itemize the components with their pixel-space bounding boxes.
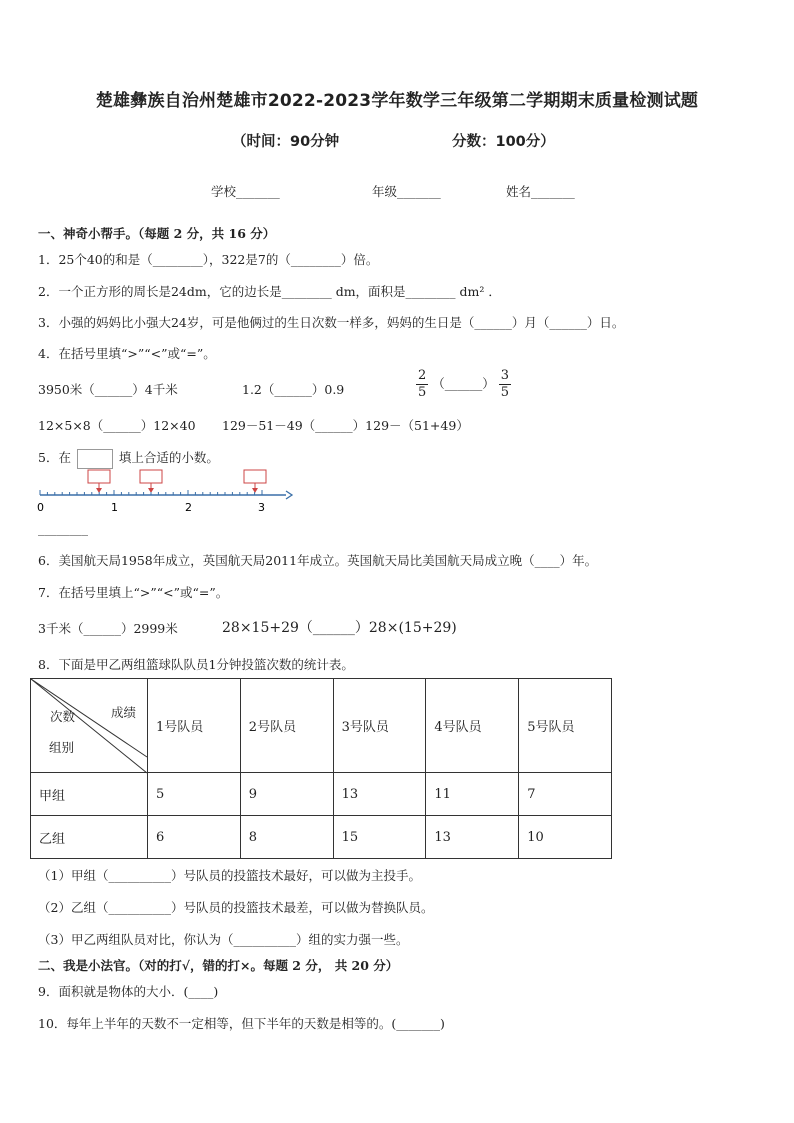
table-header-cell: 2号队员 <box>240 679 333 773</box>
question-4-e: 129－51－49（______）129－（51+49） <box>222 418 469 433</box>
name-field[interactable]: 姓名_______ <box>506 184 575 199</box>
fraction-numerator: 2 <box>418 368 427 383</box>
question-4-c <box>416 368 511 401</box>
section-1-heading: 一、神奇小帮手。（每题 2 分，共 16 分） <box>38 226 276 241</box>
fraction-denominator: 5 <box>500 385 510 400</box>
question-7-a: 3千米（______）2999米 <box>38 621 178 636</box>
number-line <box>30 466 300 516</box>
number-line-label: 0 <box>37 501 44 514</box>
table-cell: 7 <box>519 773 612 816</box>
question-1: 1．25个40的和是（________），322是7的（________）倍。 <box>38 252 379 267</box>
section-2-heading: 二、我是小法官。（对的打√，错的打×。每题 2 分， 共 20 分） <box>38 958 399 973</box>
question-3: 3．小强的妈妈比小强大24岁，可是他俩过的生日次数一样多，妈妈的生日是（______）月（______）日。 <box>38 315 625 330</box>
number-line-box <box>88 470 110 483</box>
number-line-box <box>244 470 266 483</box>
question-5-prefix: 5．在 <box>38 450 71 465</box>
table-cell: 10 <box>519 816 612 859</box>
number-line-label: 1 <box>111 501 118 514</box>
table-corner-cell <box>31 679 148 773</box>
page-title: 楚雄彝族自治州楚雄市2022-2023学年数学三年级第二学期期末质量检测试题 <box>95 91 699 111</box>
number-line-label: 2 <box>185 501 192 514</box>
exam-time: （时间：90分钟 <box>232 134 340 150</box>
table-row <box>31 816 612 859</box>
school-field[interactable]: 学校_______ <box>211 184 280 199</box>
fraction-three-fifths <box>499 368 511 401</box>
question-2: 2．一个正方形的周长是24dm，它的边长是________ dm，面积是________ dm² ． <box>38 284 501 299</box>
question-4-a: 3950米（______）4千米 <box>38 382 178 397</box>
number-line-box <box>140 470 162 483</box>
table-header-row <box>31 679 612 773</box>
question-6: 6．美国航天局1958年成立，英国航天局2011年成立。英国航天局比美国航天局成立晚（____）年。 <box>38 553 598 568</box>
number-line-label: 3 <box>258 501 265 514</box>
table-header-cell: 4号队员 <box>426 679 519 773</box>
fraction-two-fifths <box>416 368 428 401</box>
table-cell: 15 <box>333 816 426 859</box>
stats-table <box>30 678 612 859</box>
fraction-numerator: 3 <box>500 368 510 383</box>
question-4: 4．在括号里填“>”“<”或“=”。 <box>38 346 216 361</box>
question-4-d: 12×5×8（______）12×40 <box>38 418 196 433</box>
question-8: 8．下面是甲乙两组篮球队队员1分钟投篮次数的统计表。 <box>38 657 354 672</box>
table-header-cell: 3号队员 <box>333 679 426 773</box>
number-line-arrow-icon <box>286 491 292 499</box>
question-8-1: （1）甲组（__________）号队员的投篮技术最好，可以做为主投手。 <box>38 868 421 883</box>
corner-label-score: 成绩 <box>111 705 137 720</box>
question-10: 10．每年上半年的天数不一定相等，但下半年的天数是相等的。(_______) <box>38 1016 445 1031</box>
table-header-cell: 1号队员 <box>148 679 241 773</box>
table-group-cell: 甲组 <box>31 773 148 816</box>
question-5-answer: ________ <box>38 521 88 536</box>
table-cell: 13 <box>426 816 519 859</box>
question-7-b: 28×15+29（______）28×(15+29) <box>222 620 457 636</box>
question-5-suffix: 填上合适的小数。 <box>118 450 219 465</box>
grade-field[interactable]: 年级_______ <box>372 184 441 199</box>
question-8-3: （3）甲乙两组队员对比，你认为（__________）组的实力强一些。 <box>38 932 409 947</box>
fraction-denominator: 5 <box>418 385 427 400</box>
table-row <box>31 773 612 816</box>
question-4-b: 1.2（______）0.9 <box>242 382 345 397</box>
question-9: 9．面积就是物体的大小．(____) <box>38 984 219 999</box>
corner-label-group: 组别 <box>49 740 75 755</box>
question-8-2: （2）乙组（__________）号队员的投篮技术最差，可以做为替换队员。 <box>38 900 434 915</box>
question-7: 7．在括号里填上“>”“<”或“=”。 <box>38 585 229 600</box>
table-cell: 5 <box>148 773 241 816</box>
question-4-c-blank: （______） <box>432 376 495 391</box>
corner-label-count: 次数 <box>50 709 76 724</box>
diagonal-lines <box>31 679 148 774</box>
table-cell: 6 <box>148 816 241 859</box>
table-cell: 9 <box>240 773 333 816</box>
table-header-cell: 5号队员 <box>519 679 612 773</box>
table-cell: 8 <box>240 816 333 859</box>
table-group-cell: 乙组 <box>31 816 148 859</box>
table-cell: 11 <box>426 773 519 816</box>
exam-score: 分数：100分） <box>452 134 555 150</box>
table-cell: 13 <box>333 773 426 816</box>
